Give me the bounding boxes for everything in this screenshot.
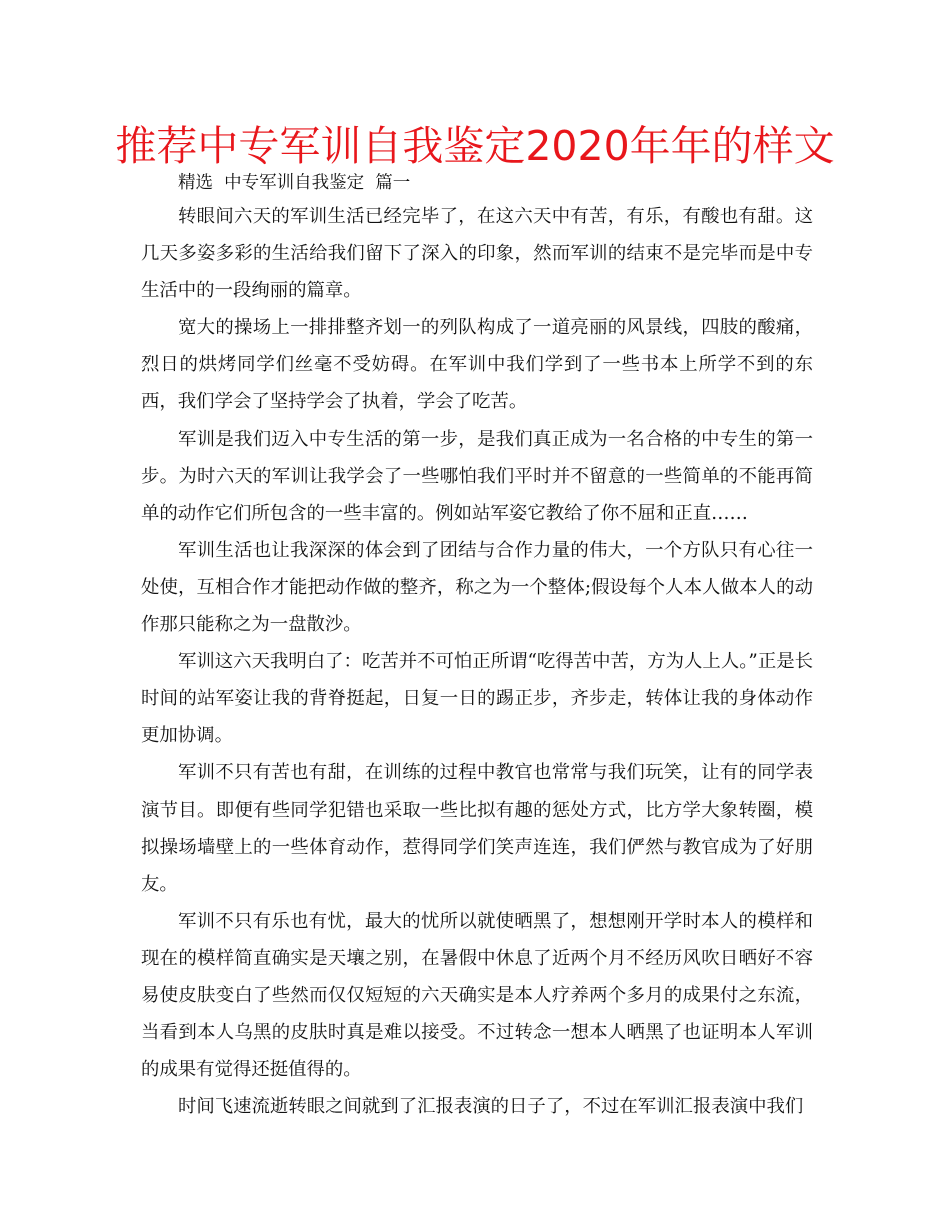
paragraph: 军训是我们迈入中专生活的第一步，是我们真正成为一名合格的中专生的第一步。为时六天的军训让我学会了一些哪怕我们平时并不留意的一些简单的不能再简单的动作它们所包含的一些丰富的。例如站军姿它教给了你不屈和正直…… (141, 428, 813, 524)
paragraph: 转眼间六天的军训生活已经完毕了，在这六天中有苦，有乐，有酸也有甜。这几天多姿多彩的生活给我们留下了深入的印象，然而军训的结束不是完毕而是中专生活中的一段绚丽的篇章。 (141, 206, 813, 302)
paragraph: 军训这六天我明白了：吃苦并不可怕正所谓“吃得苦中苦，方为人上人。”正是长时间的站军姿让我的背脊挺起，日复一日的踢正步，齐步走，转体让我的身体动作更加协调。 (141, 651, 813, 747)
document-subtitle: 精选 中专军训自我鉴定 篇一 (178, 173, 411, 193)
paragraph: 军训不只有苦也有甜，在训练的过程中教官也常常与我们玩笑，让有的同学表演节目。即便有些同学犯错也采取一些比拟有趣的惩处方式，比方学大象转圈，模拟操场墙壁上的一些体育动作，惹得同学们笑声连连，我们俨然与教官成为了好朋友。 (141, 762, 813, 895)
document-title: 推荐中专军训自我鉴定2020年年的样文 (115, 122, 835, 170)
paragraph: 宽大的操场上一排排整齐划一的列队构成了一道亮丽的风景线，四肢的酸痛，烈日的烘烤同学们丝毫不受妨碍。在军训中我们学到了一些书本上所学不到的东西，我们学会了坚持学会了执着，学会了吃苦。 (141, 317, 813, 413)
document-body (141, 198, 813, 1125)
paragraph: 时间飞速流逝转眼之间就到了汇报表演的日子了，不过在军训汇报表演中我们 (178, 1096, 804, 1118)
paragraph: 军训生活也让我深深的体会到了团结与合作力量的伟大，一个方队只有心往一处使，互相合作才能把动作做的整齐，称之为一个整体;假设每个人本人做本人的动作那只能称之为一盘散沙。 (141, 539, 813, 636)
paragraph: 军训不只有乐也有忧，最大的忧所以就使晒黑了，想想刚开学时本人的模样和现在的模样简直确实是天壤之别，在暑假中休息了近两个月不经历风吹日晒好不容易使皮肤变白了些然而仅仅短短的六天确实是本人疗养两个多月的成果付之东流，当看到本人乌黑的皮肤时真是难以接受。不过转念一想本人晒黑了也证明本人军训的成果有觉得还挺值得的。 (141, 910, 813, 1081)
